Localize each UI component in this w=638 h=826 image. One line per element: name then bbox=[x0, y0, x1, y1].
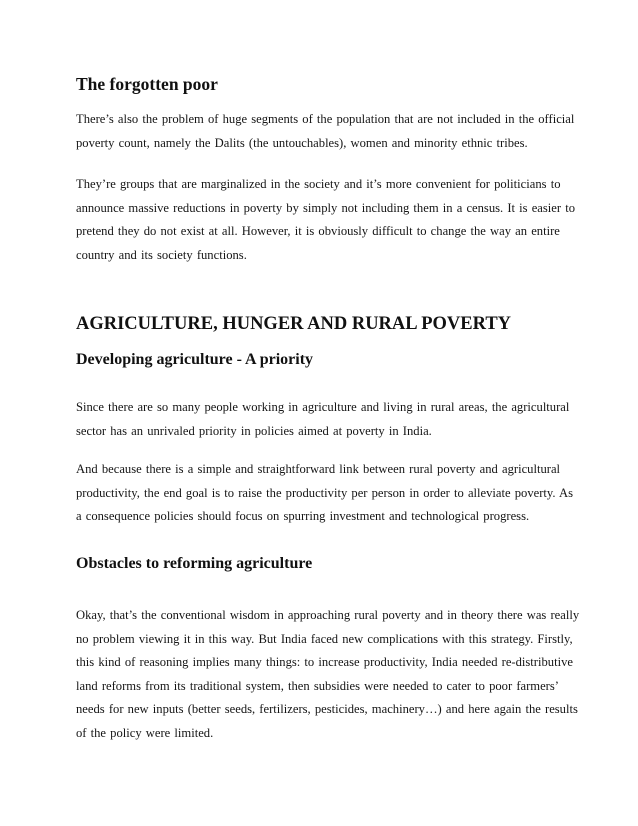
text-line: Since there are so many people working in agriculture and living in rural areas, the agricultural bbox=[76, 400, 570, 414]
paragraph-official-poverty-count bbox=[76, 108, 575, 155]
text-line: Okay, that’s the conventional wisdom in approaching rural poverty and in theory there was really bbox=[76, 608, 580, 622]
section-title-agriculture-hunger-rural-poverty: AGRICULTURE, HUNGER AND RURAL POVERTY bbox=[76, 314, 512, 334]
text-line: pretend they do not exist at all. However, it is obviously difficult to change the way an entire bbox=[76, 224, 560, 239]
paragraph-marginalized-groups bbox=[76, 173, 576, 267]
text-line: poverty count, namely the Dalits (the untouchables), women and minority ethnic tribes. bbox=[76, 135, 528, 150]
text-line: of the policy were limited. bbox=[76, 725, 214, 740]
text-line: a consequence policies should focus on spurring investment and technological progress. bbox=[76, 509, 530, 524]
section-title-forgotten-poor: The forgotten poor bbox=[76, 74, 218, 94]
text-line: land reforms from its traditional system, then subsidies were needed to cater to poor farmers’ bbox=[76, 678, 559, 693]
text-line: this kind of reasoning implies many things: to increase productivity, India needed re-distributive bbox=[76, 655, 573, 670]
subsection-title-obstacles-reforming-agriculture: Obstacles to reforming agriculture bbox=[76, 555, 313, 572]
text-line: announce massive reductions in poverty by simply not including them in a census. It is easier to bbox=[76, 200, 576, 215]
paragraph-productivity-link bbox=[76, 458, 574, 529]
text-line: And because there is a simple and straightforward link between rural poverty and agricultural bbox=[76, 462, 561, 476]
text-line: sector has an unrivaled priority in policies aimed at poverty in India. bbox=[76, 423, 432, 438]
text-line: There’s also the problem of huge segments of the population that are not included in the official bbox=[76, 112, 575, 126]
paragraph-agricultural-priority bbox=[76, 396, 570, 443]
paragraph-conventional-wisdom bbox=[76, 604, 580, 746]
subsection-title-developing-agriculture: Developing agriculture - A priority bbox=[76, 351, 314, 368]
text-line: They’re groups that are marginalized in the society and it’s more convenient for politicians to bbox=[76, 177, 561, 191]
text-line: country and its society functions. bbox=[76, 247, 247, 262]
text-line: productivity, the end goal is to raise the productivity per person in order to alleviate poverty. As bbox=[76, 485, 574, 500]
text-line: needs for new inputs (better seeds, fertilizers, pesticides, machinery…) and here again the results bbox=[76, 702, 578, 717]
text-line: no problem viewing it in this way. But India faced new complications with this strategy. Firstly, bbox=[76, 631, 573, 646]
